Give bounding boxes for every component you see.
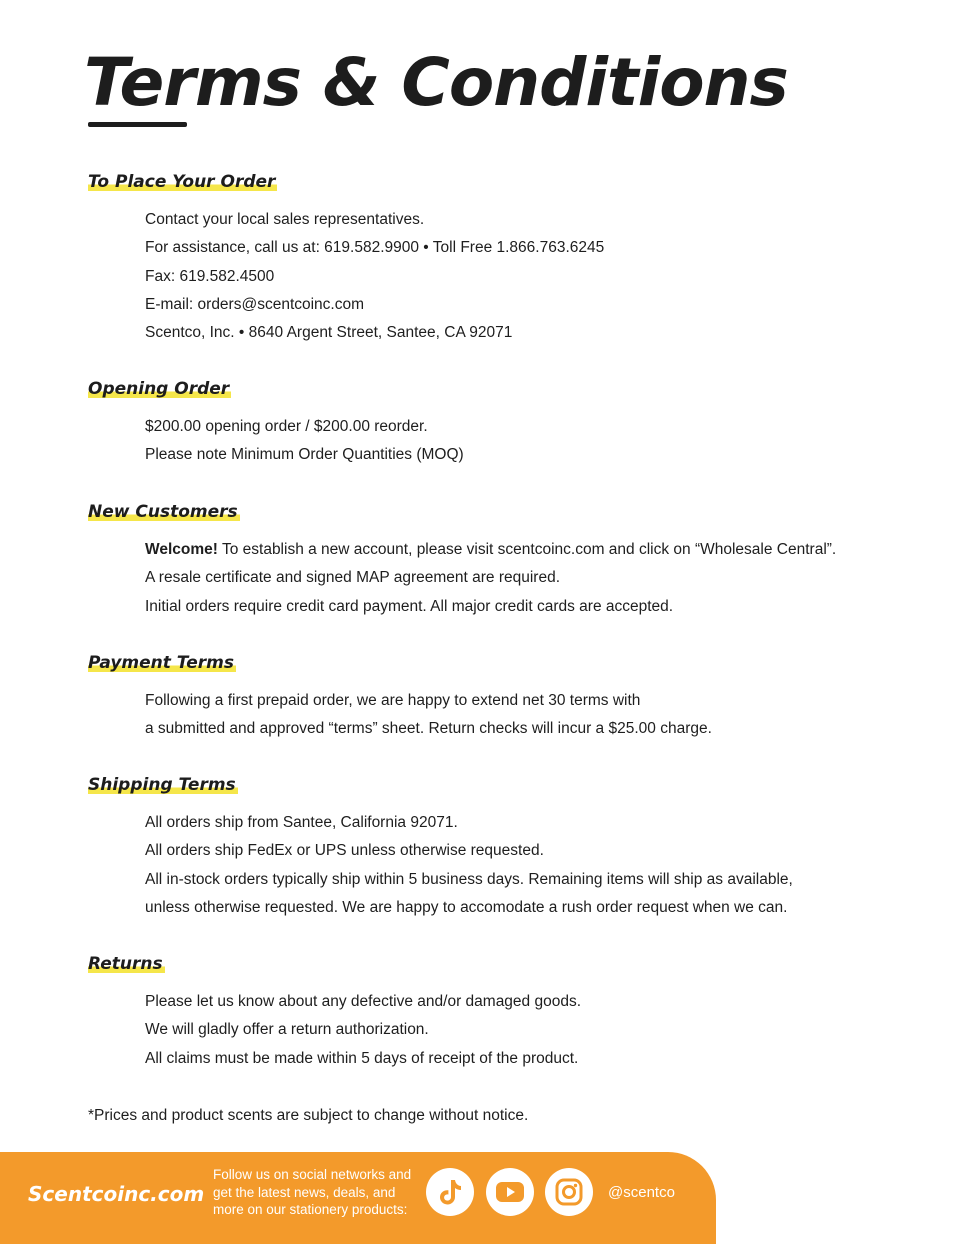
text-line: Following a first prepaid order, we are happy to extend net 30 terms with: [145, 692, 641, 709]
page-title: Terms & Conditions: [84, 44, 788, 121]
follow-line: get the latest news, deals, and: [213, 1184, 396, 1200]
section-heading-new-customers: New Customers: [88, 502, 238, 522]
text-line: All orders ship from Santee, California 92071.: [145, 814, 458, 831]
text-line: Please note Minimum Order Quantities (MOQ): [145, 446, 464, 464]
section-heading-payment-terms: Payment Terms: [88, 653, 234, 673]
follow-line: Follow us on social networks and: [213, 1167, 412, 1182]
text-line: We will gladly offer a return authorization.: [145, 1021, 429, 1039]
welcome-text: To establish a new account, please visit scentcoinc.com and click on “Wholesale Central”.: [217, 541, 837, 558]
phone-line: For assistance, call us at: 619.582.9900 • Toll Free 1.866.763.6245: [145, 239, 605, 257]
text-line: Please let us know about any defective and/or damaged goods.: [145, 993, 582, 1010]
section-body-new-customers: [145, 536, 836, 621]
section-heading-shipping-terms: Shipping Terms: [88, 775, 236, 795]
text-line: Contact your local sales representatives.: [145, 211, 425, 228]
section-heading-opening-order: Opening Order: [88, 379, 230, 399]
section-body-to-place-your-order: [145, 206, 604, 347]
footer-bar: [0, 1152, 716, 1244]
youtube-icon[interactable]: [486, 1168, 534, 1216]
text-line: All claims must be made within 5 days of receipt of the product.: [145, 1049, 579, 1067]
footer-site-link[interactable]: Scentcoinc.com: [28, 1182, 205, 1206]
section-body-returns: [145, 988, 581, 1073]
text-line: All orders ship FedEx or UPS unless otherwise requested.: [145, 842, 544, 860]
fax-line: Fax: 619.582.4500: [145, 267, 275, 285]
text-line: Initial orders require credit card payment. All major credit cards are accepted.: [145, 597, 674, 615]
instagram-icon[interactable]: [545, 1168, 593, 1216]
section-body-payment-terms: [145, 687, 712, 744]
text-line: [145, 536, 836, 564]
title-underline: [88, 122, 187, 127]
email-line: E-mail: orders@scentcoinc.com: [145, 295, 365, 313]
section-heading-returns: Returns: [88, 954, 163, 974]
footer-follow-text: [213, 1166, 423, 1219]
text-line: a submitted and approved “terms” sheet. Return checks will incur a $25.00 charge.: [145, 720, 712, 738]
tiktok-icon[interactable]: [426, 1168, 474, 1216]
social-handle[interactable]: @scentco: [608, 1184, 675, 1201]
section-heading-to-place-your-order: To Place Your Order: [88, 172, 276, 192]
address-line: Scentco, Inc. • 8640 Argent Street, Santee, CA 92071: [145, 324, 513, 342]
text-line: $200.00 opening order / $200.00 reorder.: [145, 418, 428, 435]
section-body-opening-order: [145, 413, 464, 470]
welcome-label: Welcome!: [145, 541, 218, 558]
text-line: A resale certificate and signed MAP agreement are required.: [145, 569, 561, 587]
follow-line: more on our stationery products:: [213, 1202, 408, 1217]
footnote: *Prices and product scents are subject to change without notice.: [88, 1107, 529, 1124]
text-line: All in-stock orders typically ship within 5 business days. Remaining items will ship as available,: [145, 870, 793, 888]
section-body-shipping-terms: [145, 809, 793, 922]
text-line: unless otherwise requested. We are happy to accomodate a rush order request when we can.: [145, 898, 788, 916]
